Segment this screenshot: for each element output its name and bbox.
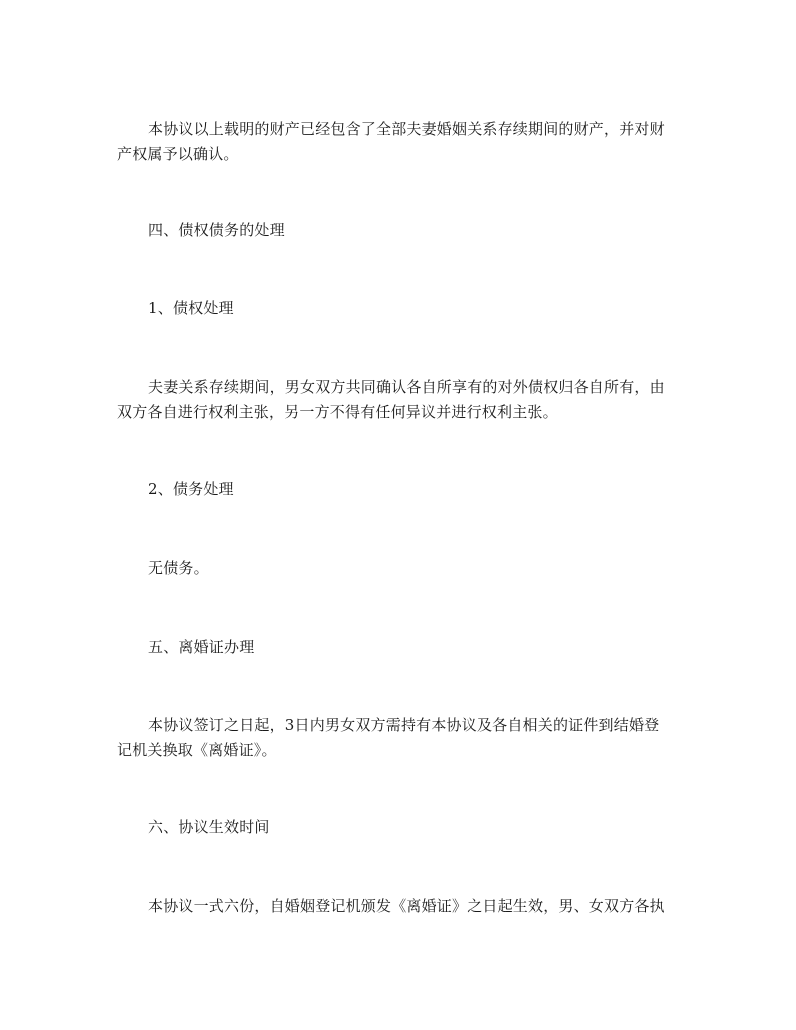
paragraph-claims — [117, 375, 683, 425]
heading-text: 2、债务处理 — [148, 480, 234, 498]
paragraph-effective-time — [117, 894, 683, 919]
heading-text: 六、协议生效时间 — [148, 818, 270, 836]
heading-text: 1、债权处理 — [148, 299, 234, 317]
paragraph-line: 本协议签订之日起，3日内男女双方需持有本协议及各自相关的证件到结婚登 — [148, 716, 660, 734]
paragraph-line: 本协议以上载明的财产已经包含了全部夫妻婚姻关系存续期间的财产，并对财 — [148, 120, 665, 138]
subheading-claims — [117, 296, 683, 321]
paragraph-line: 产权属予以确认。 — [117, 145, 239, 163]
paragraph-no-debts — [117, 556, 683, 581]
subheading-debts — [117, 477, 683, 502]
paragraph-line: 记机关换取《离婚证》。 — [117, 741, 277, 759]
section-heading-effective-time — [117, 815, 683, 840]
paragraph-line: 夫妻关系存续期间，男女双方共同确认各自所享有的对外债权归各自所有，由 — [148, 378, 665, 396]
heading-text: 四、债权债务的处理 — [148, 221, 285, 239]
paragraph-property-confirmation — [117, 117, 683, 167]
paragraph-line: 本协议一式六份，自婚姻登记机颁发《离婚证》之日起生效，男、女双方各执 — [148, 897, 665, 915]
section-heading-divorce-certificate — [117, 635, 683, 660]
paragraph-divorce-certificate — [117, 713, 683, 763]
heading-text: 五、离婚证办理 — [148, 638, 255, 656]
section-heading-debts — [117, 218, 683, 243]
paragraph-line: 无债务。 — [148, 559, 209, 577]
paragraph-line: 双方各自进行权利主张，另一方不得有任何异议并进行权利主张。 — [117, 403, 558, 421]
